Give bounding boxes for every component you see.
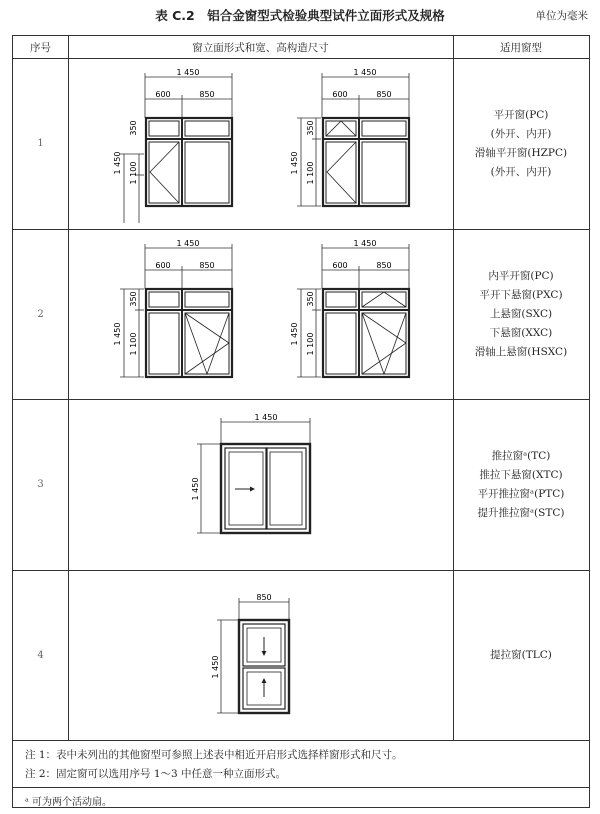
table-title: 表 C.2 铝合金窗型式检验典型试件立面形式及规格 [155, 8, 445, 23]
col-header-applicable: 适用窗型 [500, 41, 542, 54]
dim-width-1: 600 [155, 261, 171, 270]
type-label: 平开推拉窗ᵃ(PTC) [477, 487, 565, 500]
applicable-types [453, 58, 589, 229]
type-label: 滑轴平开窗(HZPC) [474, 146, 568, 159]
dim-width-2: 850 [199, 90, 215, 99]
type-label: 上悬窗(SXC) [489, 307, 553, 320]
applicable-types [453, 399, 589, 570]
arrow-head-icon [262, 651, 267, 656]
type-label: (外开、内开) [490, 127, 552, 140]
type-label: 滑轴上悬窗(HSXC) [474, 345, 568, 358]
dim-total-height: 1 450 [113, 151, 122, 175]
col-header-number: 序号 [30, 41, 51, 54]
note-2: 注 2：固定窗可以选用序号 1～3 中任意一种立面形式。 [25, 768, 287, 780]
dim-width-1: 600 [332, 261, 348, 270]
window-elevation-diagram [276, 68, 416, 223]
type-label: 推拉窗ᵃ(TC) [491, 449, 551, 462]
note-1: 注 1：表中未列出的其他窗型可参照上述表中相近开启形式选择样窗形式和尺寸。 [25, 749, 403, 761]
dim-width-2: 850 [376, 261, 392, 270]
row-number: 4 [37, 649, 44, 661]
applicable-types [453, 570, 589, 740]
col-header-figure: 窗立面形式和宽、高构造尺寸 [192, 41, 329, 54]
type-label: 提升推拉窗ᵃ(STC) [477, 506, 565, 519]
dim-total-height: 1 450 [113, 322, 122, 346]
dim-top-height: 350 [306, 120, 315, 136]
dim-total-height: 1 450 [290, 322, 299, 346]
window-elevation-diagram [208, 591, 308, 736]
dim-width-1: 600 [332, 90, 348, 99]
dim-top-height: 350 [129, 291, 138, 307]
dim-width-1: 600 [155, 90, 171, 99]
footnote-divider [13, 787, 589, 788]
type-label: (外开、内开) [490, 165, 552, 178]
arrow-head-icon [250, 487, 255, 492]
window-elevation-diagram [99, 68, 239, 223]
dim-bottom-height: 1 100 [306, 332, 315, 356]
dim-total-width: 1 450 [176, 239, 200, 248]
dim-top-height: 350 [306, 291, 315, 307]
dim-width-2: 850 [376, 90, 392, 99]
unit-label: 单位为毫米 [535, 10, 588, 22]
row-number: 1 [37, 138, 44, 149]
window-elevation-diagram [276, 239, 416, 394]
dim-total-width: 1 450 [176, 68, 200, 77]
type-label: 提拉窗(TLC) [490, 648, 552, 661]
type-label: 内平开窗(PC) [488, 269, 554, 282]
arrow-head-icon [262, 678, 267, 683]
type-label: 平开窗(PC) [493, 108, 549, 121]
window-elevation-diagram [99, 239, 239, 394]
dim-total-height: 1 450 [290, 151, 299, 175]
applicable-types [453, 229, 589, 399]
row-number: 3 [37, 479, 44, 490]
type-label: 下悬窗(XXC) [489, 326, 553, 339]
dim-bottom-height: 1 100 [129, 332, 138, 356]
dim-narrow-width: 850 [256, 593, 272, 602]
dim-total-width: 1 450 [254, 413, 278, 422]
spec-table [12, 35, 590, 808]
dim-top-height: 350 [129, 120, 138, 136]
dim-total-width: 1 450 [353, 239, 377, 248]
dim-bottom-height: 1 100 [306, 161, 315, 185]
type-label: 推拉下悬窗(XTC) [479, 468, 563, 481]
dim-bottom-height: 1 100 [129, 161, 138, 185]
dim-total-height: 1 450 [191, 477, 200, 501]
row-divider [13, 740, 589, 741]
row-number: 2 [37, 308, 44, 320]
dim-total-height: 1 450 [211, 655, 220, 679]
type-label: 平开下悬窗(PXC) [479, 288, 563, 301]
footnote: ᵃ 可为两个活动扇。 [25, 797, 113, 808]
dim-width-2: 850 [199, 261, 215, 270]
window-elevation-diagram [188, 411, 338, 566]
col-divider [68, 36, 69, 740]
dim-total-width: 1 450 [353, 68, 377, 77]
